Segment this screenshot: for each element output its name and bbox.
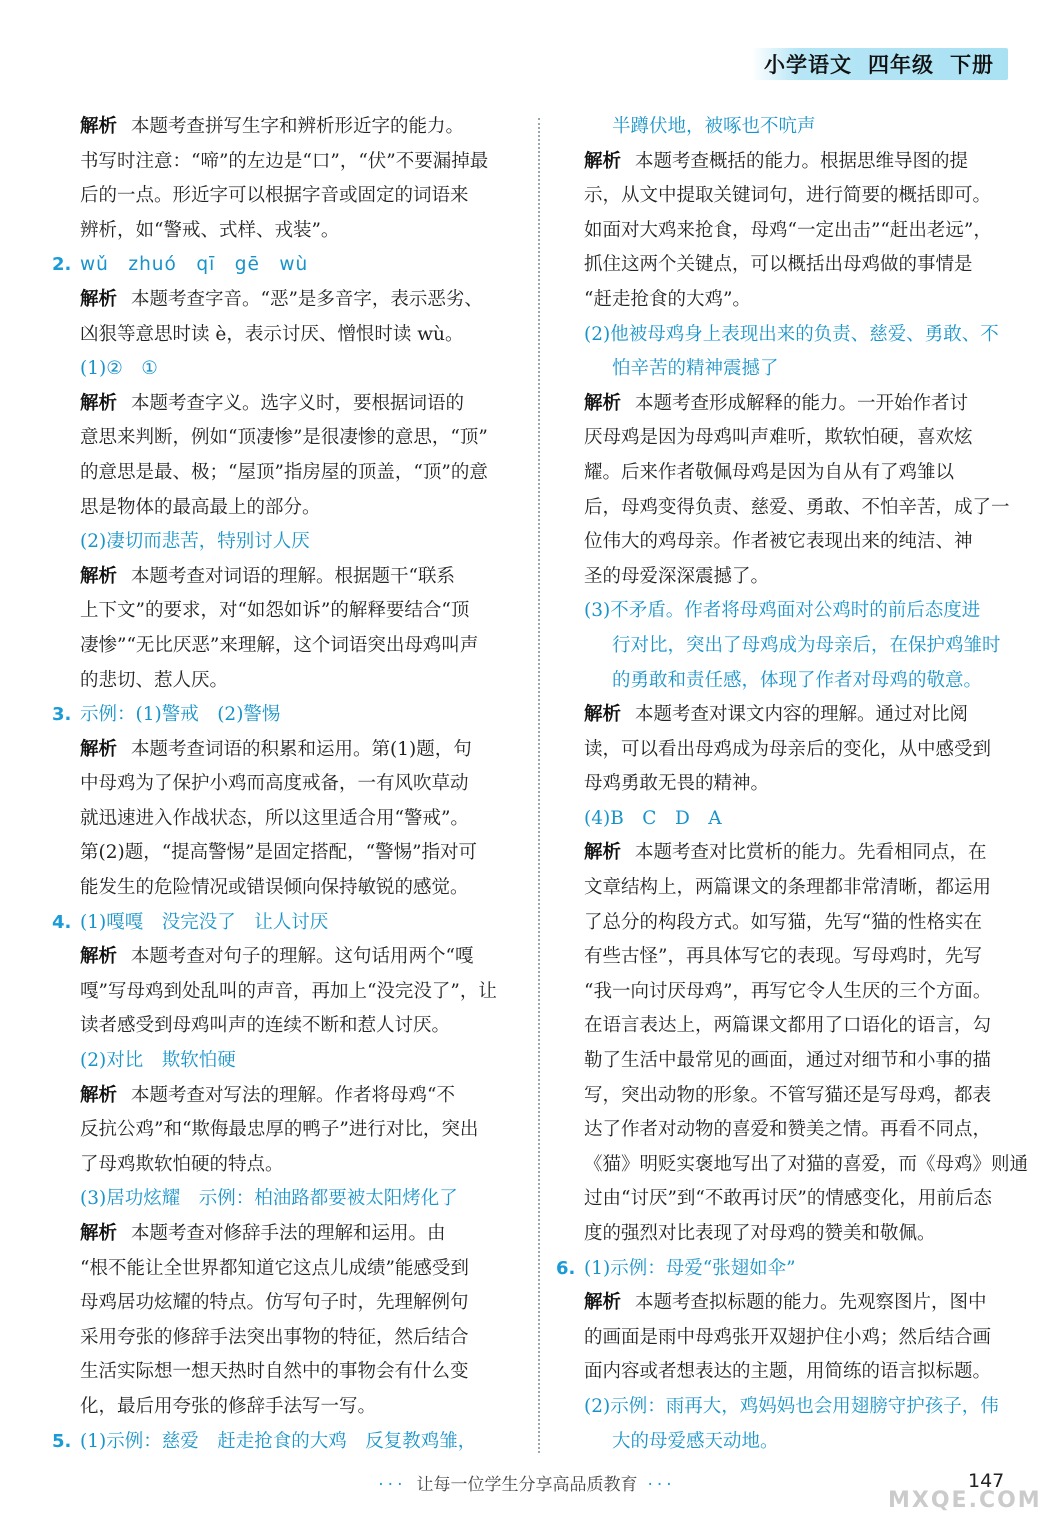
explanation-text: 达了作者对动物的喜爱和赞美之情。再看不同点， xyxy=(584,1119,992,1141)
explanation-text: 辨析，如“警戒、式样、戎装”。 xyxy=(80,219,340,241)
text-line xyxy=(556,802,1018,837)
text-line xyxy=(556,525,1018,560)
text-line xyxy=(52,1148,522,1183)
text-line xyxy=(52,352,522,387)
explanation-text: 面内容或者想表达的主题，用简练的语言拟标题。 xyxy=(584,1361,992,1383)
explanation-text: 示，从文中提取关键词句，进行简要的概括即可。 xyxy=(584,185,992,207)
text-line xyxy=(52,179,522,214)
text-line xyxy=(556,491,1018,526)
explanation-text: 后的一点。形近字可以根据字音或固定的词语来 xyxy=(80,185,469,207)
text-line xyxy=(52,283,522,318)
analysis-label: 解析 xyxy=(80,565,118,587)
explanation-text: 了总分的构段方式。如写猫，先写“猫的性格实在 xyxy=(584,911,982,933)
text-line xyxy=(556,421,1018,456)
explanation-text: 凄惨”“无比厌恶”来理解，这个词语突出母鸡叫声 xyxy=(80,634,479,656)
text-line xyxy=(52,248,522,283)
text-line xyxy=(556,1252,1018,1287)
text-line xyxy=(52,1252,522,1287)
text-line xyxy=(556,1113,1018,1148)
answer-text: (1)嘎嘎 没完没了 让人讨厌 xyxy=(80,911,329,933)
explanation-text: 的意思是最、极；“屋顶”指房屋的顶盖，“顶”的意 xyxy=(80,461,488,483)
explanation-text: 本题考查拟标题的能力。先观察图片，图中 xyxy=(635,1292,987,1314)
answer-text: (4)B C D A xyxy=(584,807,722,829)
text-line xyxy=(556,560,1018,595)
explanation-text: 文章结构上，两篇课文的条理都非常清晰，都运用 xyxy=(584,877,992,899)
text-line xyxy=(52,145,522,180)
explanation-text: 本题考查词语的积累和运用。第(1)题，句 xyxy=(131,738,472,760)
explanation-text: 本题考查对修辞手法的理解和运用。由 xyxy=(131,1223,446,1244)
text-line xyxy=(556,179,1018,214)
explanation-text: 上下文”的要求，对“如怨如诉”的解释要结合“顶 xyxy=(80,600,470,622)
question-number: 6. xyxy=(556,1257,576,1279)
text-line xyxy=(556,629,1018,664)
text-line xyxy=(52,594,522,629)
text-line xyxy=(52,733,522,768)
watermark-logo: MXQE.COM xyxy=(888,1488,1042,1513)
text-line xyxy=(52,698,522,733)
analysis-label: 解析 xyxy=(80,288,118,310)
explanation-text: 如面对大鸡来抢食，母鸡“一定出击”“赶出老远”， xyxy=(584,219,992,241)
text-line xyxy=(52,1079,522,1114)
explanation-text: 读者感受到母鸡叫声的连续不断和惹人讨厌。 xyxy=(80,1015,451,1037)
explanation-text: 书写时注意：“啼”的左边是“口”，“伏”不要漏掉最 xyxy=(80,150,489,172)
text-line xyxy=(52,1044,522,1079)
text-line xyxy=(556,110,1018,145)
text-line xyxy=(52,664,522,699)
explanation-text: “赶走抢食的大鸡”。 xyxy=(584,288,751,310)
text-line xyxy=(52,318,522,353)
explanation-text: 本题考查形成解释的能力。一开始作者讨 xyxy=(635,392,969,414)
text-line xyxy=(556,1044,1018,1079)
analysis-label: 解析 xyxy=(80,116,118,137)
explanation-text: 本题考查对句子的理解。这句话用两个“嘎 xyxy=(131,946,474,968)
text-line xyxy=(52,110,522,145)
explanation-text: 本题考查对课文内容的理解。通过对比阅 xyxy=(635,704,969,726)
question-number: 2. xyxy=(52,254,72,276)
header-volume: 下册 xyxy=(950,53,994,77)
explanation-text: 本题考查字音。“恶”是多音字，表示恶劣、 xyxy=(131,288,483,310)
text-line xyxy=(52,1286,522,1321)
analysis-label: 解析 xyxy=(80,738,118,760)
explanation-text: 生活实际想一想天热时自然中的事物会有什么变 xyxy=(80,1361,469,1383)
answer-continuation: 怕辛苦的精神震撼了 xyxy=(612,358,779,380)
pinyin-answer: wǔ zhuó qī gē wù xyxy=(80,254,309,276)
explanation-text: 化，最后用夸张的修辞手法写一写。 xyxy=(80,1395,377,1417)
text-line xyxy=(556,975,1018,1010)
explanation-text: 抓住这两个关键点，可以概括出母鸡做的事情是 xyxy=(584,254,973,276)
answer-text: (3)不矛盾。作者将母鸡面对公鸡时的前后态度进 xyxy=(584,600,981,622)
column-divider xyxy=(538,118,540,1453)
text-line xyxy=(556,214,1018,249)
footer-dots-left: ··· xyxy=(378,1475,407,1495)
text-line xyxy=(556,1009,1018,1044)
answer-text: (2)示例：雨再大，鸡妈妈也会用翅膀守护孩子，伟 xyxy=(584,1395,999,1417)
text-line xyxy=(52,1321,522,1356)
analysis-label: 解析 xyxy=(80,392,118,414)
text-line xyxy=(556,1079,1018,1114)
page-number: 147 xyxy=(968,1470,1005,1492)
right-column xyxy=(556,110,1029,1459)
text-line xyxy=(52,1009,522,1044)
explanation-text: 母鸡居功炫耀的特点。仿写句子时，先理解例句 xyxy=(80,1292,469,1314)
text-line xyxy=(52,421,522,456)
answer-text: (2)凄切而悲苦，特别讨人厌 xyxy=(80,531,310,553)
answer-continuation: 半蹲伏地，被啄也不吭声 xyxy=(612,116,816,137)
explanation-text: 了母鸡欺软怕硬的特点。 xyxy=(80,1153,284,1175)
explanation-text: 反抗公鸡”和“欺侮最忠厚的鸭子”进行对比，突出 xyxy=(80,1119,479,1141)
text-line xyxy=(52,1113,522,1148)
text-line xyxy=(52,1355,522,1390)
text-line xyxy=(52,1182,522,1217)
explanation-text: 过由“讨厌”到“不敢再讨厌”的情感变化，用前后态 xyxy=(584,1188,992,1210)
header-title xyxy=(748,49,994,79)
explanation-text: 位伟大的鸡母亲。作者被它表现出来的纯洁、神 xyxy=(584,531,973,553)
explanation-text: 勒了生活中最常见的画面，通过对细节和小事的描 xyxy=(584,1050,992,1072)
text-line xyxy=(556,940,1018,975)
explanation-text: 母鸡勇敢无畏的精神。 xyxy=(584,773,770,795)
explanation-text: 《猫》明贬实褒地写出了对猫的喜爱，而《母鸡》则通 xyxy=(584,1153,1029,1175)
text-line xyxy=(556,733,1018,768)
explanation-text: 思是物体的最高最上的部分。 xyxy=(80,496,321,518)
text-line xyxy=(52,802,522,837)
answer-continuation: 行对比，突出了母鸡成为母亲后，在保护鸡雏时 xyxy=(612,634,1001,656)
text-line xyxy=(556,1182,1018,1217)
text-line xyxy=(556,1217,1018,1252)
explanation-text: 读，可以看出母鸡成为母亲后的变化，从中感受到 xyxy=(584,738,992,760)
question-number: 3. xyxy=(52,704,72,726)
answer-continuation: 大的母爱感天动地。 xyxy=(612,1430,779,1452)
text-line xyxy=(556,767,1018,802)
text-line xyxy=(556,1390,1018,1425)
text-line xyxy=(52,975,522,1010)
explanation-text: 有些古怪”，再具体写它的表现。写母鸡时，先写 xyxy=(584,946,982,968)
analysis-label: 解析 xyxy=(584,392,622,414)
explanation-text: 耀。后来作者敬佩母鸡是因为自从有了鸡雏以 xyxy=(584,461,955,483)
analysis-label: 解析 xyxy=(584,842,622,864)
header-band xyxy=(752,48,1008,80)
footer-dots-right: ··· xyxy=(647,1475,676,1495)
explanation-text: 本题考查对比赏析的能力。先看相同点，在 xyxy=(635,842,987,864)
explanation-text: 的悲切、惹人厌。 xyxy=(80,669,229,691)
text-line xyxy=(52,1425,522,1460)
explanation-text: 的画面是雨中母鸡张开双翅护住小鸡；然后结合画 xyxy=(584,1326,992,1348)
explanation-text: “根不能让全世界都知道它这点儿成绩”能感受到 xyxy=(80,1257,469,1279)
explanation-text: 在语言表达上，两篇课文都用了口语化的语言，勾 xyxy=(584,1015,992,1037)
text-line xyxy=(556,145,1018,180)
footer-slogan: 让每一位学生分享高品质教育 xyxy=(416,1475,638,1495)
explanation-text: 本题考查概括的能力。根据思维导图的提 xyxy=(635,150,969,172)
explanation-text: 凶狠等意思时读 è，表示讨厌、憎恨时读 wù。 xyxy=(80,323,464,345)
text-line xyxy=(52,560,522,595)
text-line xyxy=(556,1355,1018,1390)
text-line xyxy=(556,283,1018,318)
text-line xyxy=(52,940,522,975)
answer-continuation: 的勇敢和责任感，体现了作者对母鸡的敬意。 xyxy=(612,669,983,691)
explanation-text: 能发生的危险情况或错误倾向保持敏锐的感觉。 xyxy=(80,877,469,899)
explanation-text: 本题考查对词语的理解。根据题干“联系 xyxy=(131,565,455,587)
explanation-text: 本题考查拼写生字和辨析形近字的能力。 xyxy=(131,116,465,137)
text-line xyxy=(556,1425,1018,1460)
text-line xyxy=(556,836,1018,871)
text-line xyxy=(556,1148,1029,1183)
analysis-label: 解析 xyxy=(584,150,622,172)
text-line xyxy=(556,906,1018,941)
text-line xyxy=(52,491,522,526)
explanation-text: 第(2)题，“提高警惕”是固定搭配，“警惕”指对可 xyxy=(80,842,478,864)
explanation-text: 后，母鸡变得负责、慈爱、勇敢、不怕辛苦，成了一 xyxy=(584,496,1010,518)
text-line xyxy=(52,871,522,906)
analysis-label: 解析 xyxy=(584,1292,622,1314)
text-line xyxy=(52,456,522,491)
analysis-label: 解析 xyxy=(80,1084,118,1106)
text-line xyxy=(556,871,1018,906)
text-line xyxy=(556,248,1018,283)
text-line xyxy=(556,318,1018,353)
answer-text: (1)示例：母爱“张翅如伞” xyxy=(584,1257,796,1279)
question-number: 4. xyxy=(52,911,72,933)
text-line xyxy=(52,836,522,871)
answer-text: (1)② ① xyxy=(80,358,158,380)
explanation-text: 本题考查字义。选字义时，要根据词语的 xyxy=(131,392,465,414)
analysis-label: 解析 xyxy=(80,1223,118,1244)
explanation-text: 度的强烈对比表现了对母鸡的赞美和敬佩。 xyxy=(584,1223,936,1244)
text-line xyxy=(556,387,1018,422)
explanation-text: 厌母鸡是因为母鸡叫声难听，欺软怕硬，喜欢炫 xyxy=(584,427,973,449)
answer-text: (2)他被母鸡身上表现出来的负责、慈爱、勇敢、不 xyxy=(584,323,999,345)
text-line xyxy=(52,767,522,802)
explanation-text: 就迅速进入作战状态，所以这里适合用“警戒”。 xyxy=(80,807,469,829)
text-line xyxy=(556,1321,1018,1356)
text-line xyxy=(52,387,522,422)
header-subject: 小学语文 xyxy=(764,53,852,77)
question-number: 5. xyxy=(52,1430,72,1452)
text-line xyxy=(52,525,522,560)
answer-text: (1)示例：慈爱 赶走抢食的大鸡 反复教鸡雏， xyxy=(80,1430,477,1452)
explanation-text: 意思来判断，例如“顶凄惨”是很凄惨的意思，“顶” xyxy=(80,427,488,449)
text-line xyxy=(556,352,1018,387)
answer-text: (2)对比 欺软怕硬 xyxy=(80,1050,236,1072)
explanation-text: 中母鸡为了保护小鸡而高度戒备，一有风吹草动 xyxy=(80,773,469,795)
left-column xyxy=(52,110,522,1459)
explanation-text: “我一向讨厌母鸡”，再写它令人生厌的三个方面。 xyxy=(584,980,992,1002)
text-line xyxy=(556,594,1018,629)
analysis-label: 解析 xyxy=(584,704,622,726)
explanation-text: 写，突出动物的形象。不管写猫还是写母鸡，都表 xyxy=(584,1084,992,1106)
explanation-text: 嘎”写母鸡到处乱叫的声音，再加上“没完没了”，让 xyxy=(80,980,497,1002)
explanation-text: 圣的母爱深深震撼了。 xyxy=(584,565,770,587)
analysis-label: 解析 xyxy=(80,946,118,968)
explanation-text: 采用夸张的修辞手法突出事物的特征，然后结合 xyxy=(80,1326,469,1348)
text-line xyxy=(556,456,1018,491)
header-grade: 四年级 xyxy=(868,53,934,77)
text-line xyxy=(52,1390,522,1425)
explanation-text: 本题考查对写法的理解。作者将母鸡“不 xyxy=(131,1084,455,1106)
text-line xyxy=(52,1217,522,1252)
text-line xyxy=(52,906,522,941)
text-line xyxy=(52,629,522,664)
text-line xyxy=(556,1286,1018,1321)
answer-text: (3)居功炫耀 示例：柏油路都要被太阳烤化了 xyxy=(80,1188,458,1210)
text-line xyxy=(52,214,522,249)
answer-text: 示例：(1)警戒 (2)警惕 xyxy=(80,704,281,726)
text-line xyxy=(556,698,1018,733)
text-line xyxy=(556,664,1018,699)
